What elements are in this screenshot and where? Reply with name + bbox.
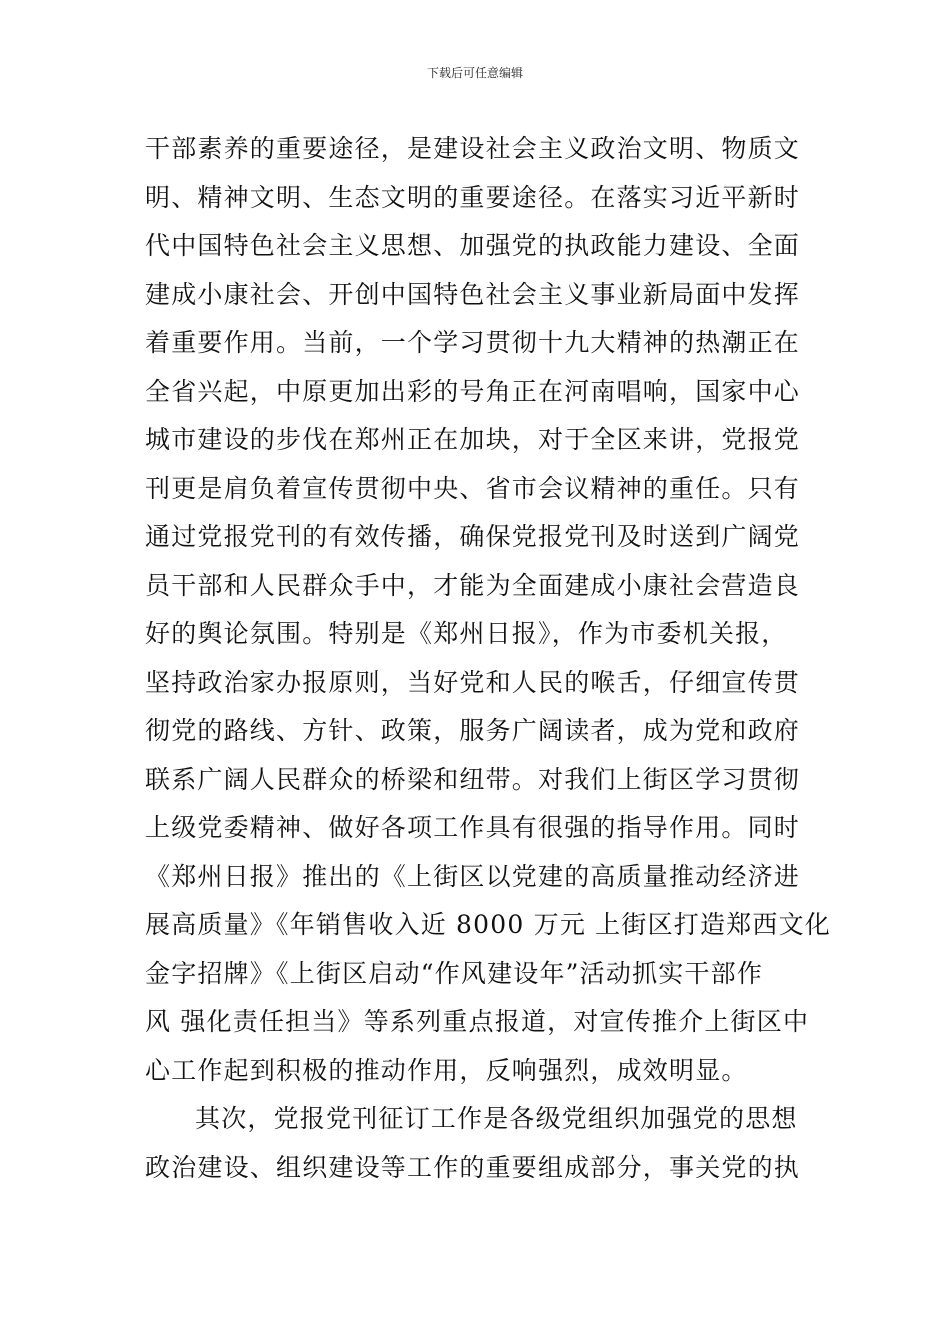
paragraph-line: 金字招牌》《上街区启动“作风建设年”活动抓实干部作 <box>145 958 764 988</box>
paragraph-line: 展高质量》《年销售收入近 8000 万元 上街区打造郑西文化 <box>145 910 831 939</box>
paragraph-line: 建成小康社会、开创中国特色社会主义事业新局面中发挥 <box>145 279 801 309</box>
paragraph-line: 彻党的路线、方针、政策，服务广阔读者，成为党和政府 <box>145 716 801 745</box>
paragraph-line: 风 强化责任担当》等系列重点报道，对宣传推介上街区中 <box>145 1007 810 1036</box>
paragraph-line: 全省兴起，中原更加出彩的号角正在河南唱响，国家中心 <box>145 376 801 406</box>
paragraph-line: 上级党委精神、做好各项工作具有很强的指导作用。同时 <box>145 813 801 842</box>
paragraph-line: 刊更是肩负着宣传贯彻中央、省市会议精神的重任。只有 <box>145 473 801 503</box>
paragraph-line: 《郑州日报》推出的《上街区以党建的高质量推动经济进 <box>145 861 801 891</box>
page-header-note: 下载后可任意编辑 <box>426 66 523 80</box>
paragraph-line: 政治建设、组织建设等工作的重要组成部分，事关党的执 <box>145 1152 801 1182</box>
paragraph-line: 代中国特色社会主义思想、加强党的执政能力建设、全面 <box>145 231 801 260</box>
paragraph-line: 着重要作用。当前，一个学习贯彻十九大精神的热潮正在 <box>145 328 801 357</box>
paragraph-line: 通过党报党刊的有效传播，确保党报党刊及时送到广阔党 <box>145 522 801 551</box>
paragraph-line: 联系广阔人民群众的桥梁和纽带。对我们上街区学习贯彻 <box>145 764 801 794</box>
paragraph-line: 城市建设的步伐在郑州正在加块，对于全区来讲，党报党 <box>145 425 801 454</box>
paragraph-line: 其次，党报党刊征订工作是各级党组织加强党的思想 <box>195 1104 798 1133</box>
paragraph-line: 好的舆论氛围。特别是《郑州日报》，作为市委机关报， <box>145 619 788 648</box>
paragraph-line: 员干部和人民群众手中，才能为全面建成小康社会营造良 <box>145 570 801 600</box>
document-body <box>145 125 831 1192</box>
paragraph-line: 心工作起到积极的推动作用，反响强烈，成效明显。 <box>145 1055 748 1085</box>
paragraph-line: 明、精神文明、生态文明的重要途径。在落实习近平新时 <box>145 182 801 212</box>
paragraph-line: 干部素养的重要途径，是建设社会主义政治文明、物质文 <box>145 134 801 163</box>
paragraph-line: 坚持政治家办报原则，当好党和人民的喉舌，仔细宣传贯 <box>145 667 801 697</box>
